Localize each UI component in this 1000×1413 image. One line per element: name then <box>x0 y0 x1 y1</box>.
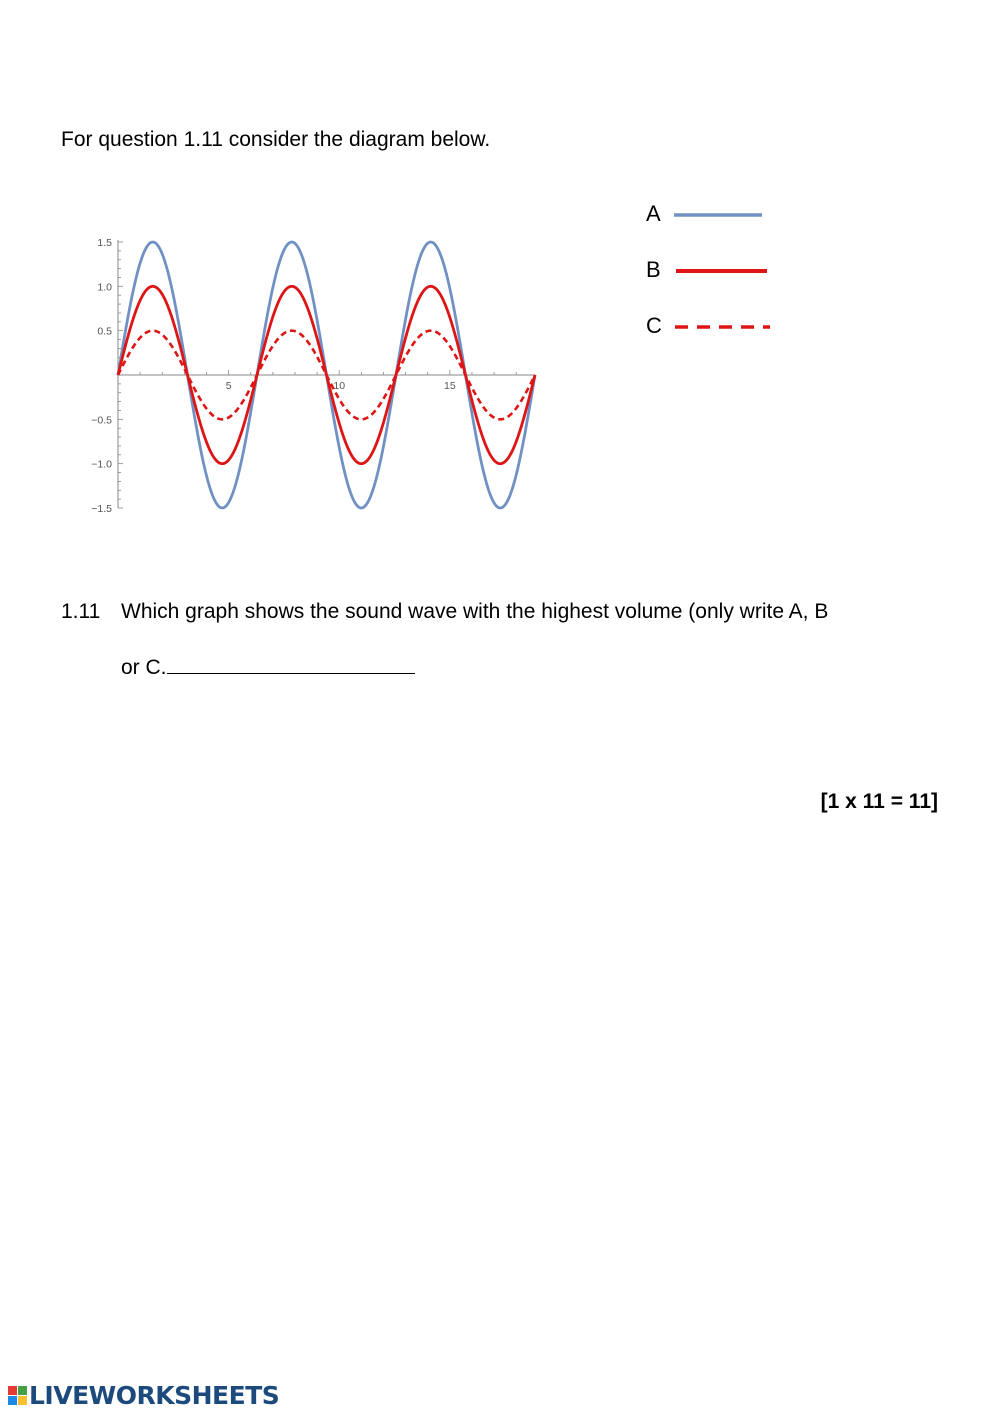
legend-label-c: C <box>646 313 662 338</box>
wave-chart <box>80 232 545 522</box>
y-tick-label: 1.0 <box>97 281 112 294</box>
x-tick-label: 10 <box>333 380 346 392</box>
x-tick-label: 5 <box>225 380 232 392</box>
legend-label-b: B <box>646 257 661 282</box>
liveworksheets-logo <box>8 1381 279 1410</box>
logo-tile-yellow <box>18 1396 27 1405</box>
answer-blank[interactable] <box>167 655 415 674</box>
legend-line-b <box>674 267 774 275</box>
legend-line-c <box>674 323 774 331</box>
intro-text: For question 1.11 consider the diagram below. <box>61 128 491 151</box>
logo-tile-red <box>8 1386 17 1395</box>
marks-total: [1 x 11 = 11] <box>820 790 938 813</box>
y-tick-label: 1.5 <box>97 237 112 249</box>
question-1-11 <box>61 600 828 624</box>
question-continuation-line <box>121 655 415 680</box>
legend-label-a: A <box>646 201 661 226</box>
y-tick-label: −0.5 <box>91 414 112 427</box>
y-tick-label: −1.5 <box>91 503 112 515</box>
question-continuation: or C. <box>121 656 167 679</box>
y-tick-label: −1.0 <box>91 458 112 471</box>
brand-name: LIVEWORKSHEETS <box>29 1381 280 1410</box>
question-text: Which graph shows the sound wave with the highest volume (only write A, B <box>121 600 829 623</box>
x-tick-label: 15 <box>443 380 456 392</box>
logo-tile-blue <box>8 1396 17 1405</box>
question-number: 1.11 <box>61 600 101 623</box>
logo-tile-green <box>18 1386 27 1395</box>
legend-line-a <box>674 211 774 219</box>
y-tick-label: 0.5 <box>97 325 112 338</box>
logo-tiles-icon <box>8 1386 27 1405</box>
